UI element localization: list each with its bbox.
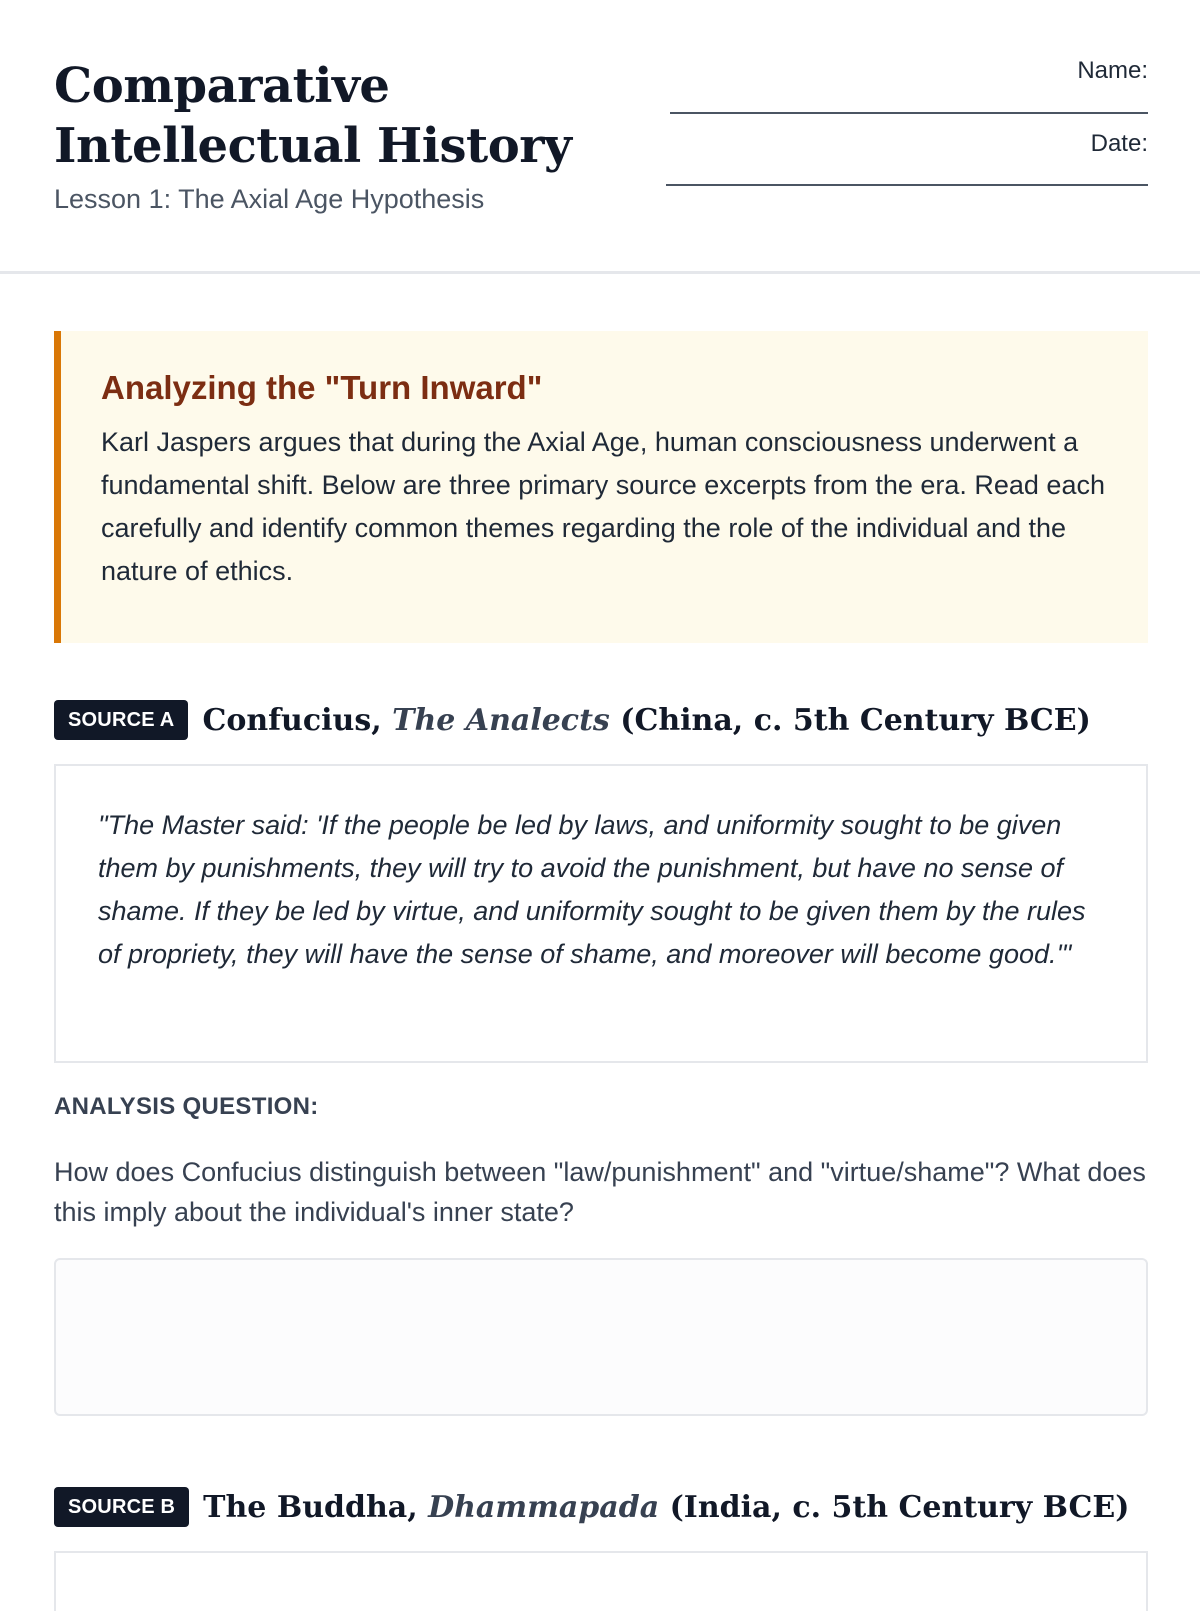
lesson-subtitle: Lesson 1: The Axial Age Hypothesis — [54, 184, 485, 214]
name-label: Name: — [1077, 57, 1148, 84]
analysis-question-text: How does Confucius distinguish between "law/punishment" and "virtue/shame"? What does this imply about the individual's inner state? — [54, 1157, 1146, 1227]
source-a-author: Confucius, — [202, 702, 382, 738]
answer-textarea[interactable] — [54, 1258, 1148, 1416]
source-b-origin: (India, c. 5th Century BCE) — [669, 1489, 1130, 1525]
source-b-quote-box — [54, 1551, 1148, 1611]
date-line[interactable] — [666, 184, 1148, 186]
source-a-work: The Analects — [392, 702, 610, 738]
source-b-heading — [54, 1487, 1129, 1527]
source-a-badge: SOURCE A — [54, 700, 188, 740]
intro-title: Analyzing the "Turn Inward" — [101, 369, 543, 406]
date-label: Date: — [1090, 130, 1148, 157]
name-line[interactable] — [670, 112, 1148, 114]
source-a-quote-box — [54, 764, 1148, 1063]
source-a-origin: (China, c. 5th Century BCE) — [620, 702, 1091, 738]
source-a-quote: "The Master said: 'If the people be led by laws, and uniformity sought to be given them by punishments, they will try to avoid the punishment, but have no sense of shame. If they be led by virtue, and uniformity sought to be given them by the rules of propriety, they will have the sense of shame, and moreover will become good.'" — [98, 810, 1086, 969]
source-b-title — [203, 1490, 1129, 1525]
intro-callout — [54, 331, 1148, 643]
analysis-question-label: ANALYSIS QUESTION: — [54, 1093, 319, 1120]
source-a-heading — [54, 700, 1091, 740]
intro-text: Karl Jaspers argues that during the Axial Age, human consciousness underwent a fundamental shift. Below are three primary source excerpts from the era. Read each carefully and identify common themes regarding the role of the individual and the nature of ethics. — [101, 427, 1105, 586]
source-b-author: The Buddha, — [203, 1489, 418, 1525]
source-a-title — [202, 703, 1090, 738]
source-b-work: Dhammapada — [428, 1489, 660, 1525]
source-b-badge: SOURCE B — [54, 1487, 189, 1527]
page-title: Comparative Intellectual History — [54, 58, 572, 174]
worksheet-header — [0, 0, 1200, 274]
